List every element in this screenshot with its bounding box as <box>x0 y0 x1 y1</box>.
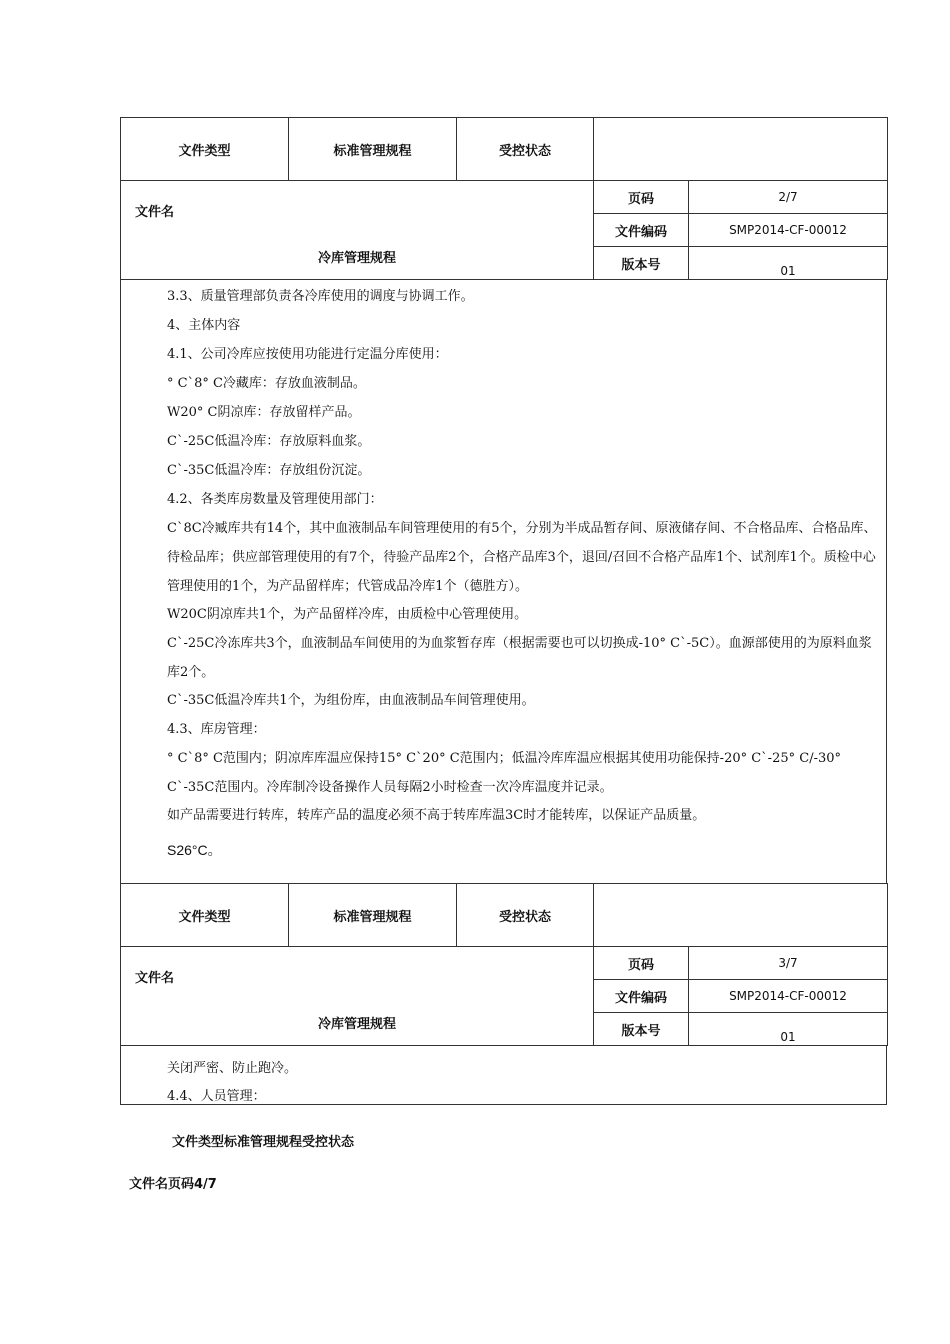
file-code-value: SMP2014-CF-00012 <box>689 980 888 1013</box>
document-body-page-3 <box>120 1045 887 1105</box>
version-value: 01 <box>780 264 796 278</box>
document-header-page-3 <box>120 883 888 1046</box>
page-4-header-line: 文件类型标准管理规程受控状态 <box>172 1135 355 1150</box>
paragraph: 如产品需要进行转库，转库产品的温度必须不高于转库库温3C时才能转库，以保证产品质量。 <box>167 808 706 823</box>
page-label: 页码 <box>594 181 689 214</box>
file-code-label: 文件编码 <box>594 214 689 247</box>
page-label: 页码 <box>594 947 689 980</box>
file-name-label: 文件名 <box>135 205 175 220</box>
paragraph: W20° C阴凉库：存放留样产品。 <box>167 405 361 420</box>
paragraph: C`8C冷臧库共有14个，其中血液制品车间管理使用的有5个，分别为半成品暂存间、原液储存间、不合格品库、合格品库、待检品库；供应部管理使用的有7个，待验产品库2个，合格产品库3个，退回/召回不合格产品库1个、试剂库1个。质检中心管理使用的1个，为产品留样库；代管成品冷库1个（德胜方）。 <box>167 521 877 594</box>
document-body-page-2 <box>120 279 887 884</box>
file-name-cell <box>121 947 594 1046</box>
paragraph: 关闭严密、防止跑冷。 <box>167 1061 298 1076</box>
paragraph: C`-25C冷冻库共3个，血液制品车间使用的为血浆暂存库（根据需要也可以切换成-10° C`-5C）。血源部使用的为原料血浆库2个。 <box>167 636 872 680</box>
paragraph: ° C`8° C冷藏库：存放血液制品。 <box>167 376 366 391</box>
file-code-label: 文件编码 <box>594 980 689 1013</box>
paragraph: S26°C。 <box>167 842 222 858</box>
doc-type-value: 标准管理规程 <box>289 884 457 947</box>
version-label: 版本号 <box>594 247 689 280</box>
paragraph: 4.4、人员管理： <box>167 1089 266 1102</box>
version-value: 01 <box>780 1030 796 1044</box>
version-cell <box>689 247 888 280</box>
file-name-cell <box>121 181 594 280</box>
doc-type-value: 标准管理规程 <box>289 118 457 181</box>
page-value: 3/7 <box>689 947 888 980</box>
file-code-value: SMP2014-CF-00012 <box>689 214 888 247</box>
paragraph: C`-35C低温冷库：存放组份沉淀。 <box>167 463 371 478</box>
file-name-value: 冷库管理规程 <box>317 251 396 266</box>
control-status-value <box>594 118 888 181</box>
doc-type-label: 文件类型 <box>121 118 289 181</box>
file-name-label: 文件名 <box>135 971 175 986</box>
page-4-filename-line: 文件名页码4/7 <box>129 1177 217 1192</box>
version-label: 版本号 <box>594 1013 689 1046</box>
doc-type-label: 文件类型 <box>121 884 289 947</box>
version-cell <box>689 1013 888 1046</box>
paragraph: 4.1、公司冷库应按使用功能进行定温分库使用： <box>167 347 448 362</box>
document-header-page-2 <box>120 117 888 280</box>
paragraph: 4.3、库房管理： <box>167 722 266 737</box>
control-status-label: 受控状态 <box>457 118 594 181</box>
paragraph: 3.3、质量管理部负责各冷库使用的调度与协调工作。 <box>167 289 474 304</box>
paragraph: 4.2、各类库房数量及管理使用部门： <box>167 492 383 507</box>
paragraph: C`-35C低温冷库共1个，为组份库，由血液制品车间管理使用。 <box>167 693 535 708</box>
paragraph: 4、主体内容 <box>167 318 241 333</box>
paragraph: ° C`8° C范围内；阴凉库库温应保持15° C`20° C范围内；低温冷库库温应根据其使用功能保持-20° C`-25° C/-30° C`-35C范围内。冷库制冷设备操作人员每隔2小时检查一次冷库温度并记录。 <box>167 751 842 795</box>
control-status-value <box>594 884 888 947</box>
page-value: 2/7 <box>689 181 888 214</box>
control-status-label: 受控状态 <box>457 884 594 947</box>
paragraph: C`-25C低温冷库：存放原料血浆。 <box>167 434 371 449</box>
file-name-value: 冷库管理规程 <box>317 1017 396 1032</box>
paragraph: W20C阴凉库共1个，为产品留样冷库，由质检中心管理使用。 <box>167 607 528 622</box>
